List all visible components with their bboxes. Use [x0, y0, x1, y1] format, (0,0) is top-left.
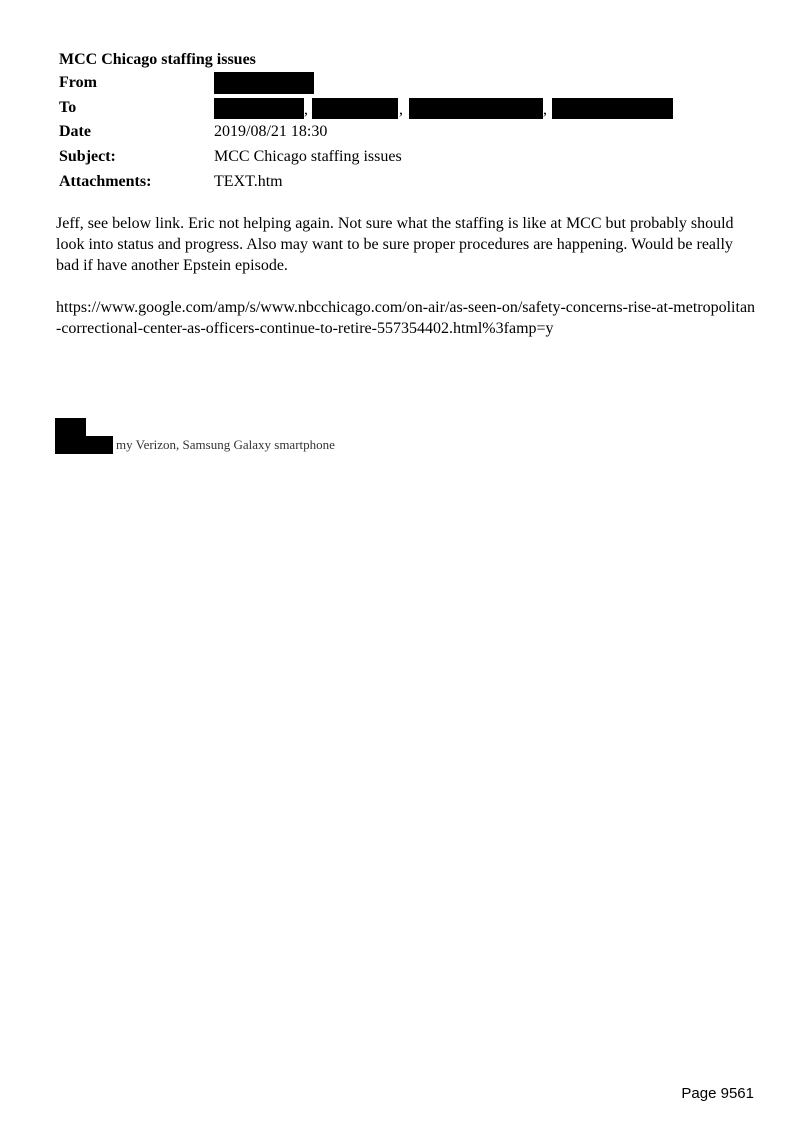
- subject-label: Subject:: [59, 148, 116, 165]
- from-row: [59, 73, 739, 95]
- redacted-signature-top: [55, 418, 86, 438]
- subject-row: [59, 147, 739, 169]
- redacted-recipient-1: [214, 98, 304, 119]
- recipient-separator-1: ,: [304, 101, 308, 118]
- attachments-label: Attachments:: [59, 173, 152, 190]
- from-label: From: [59, 74, 97, 91]
- date-label: Date: [59, 123, 91, 140]
- redacted-recipient-4: [552, 98, 673, 119]
- to-row: [59, 98, 739, 120]
- redacted-sender: [214, 72, 314, 94]
- date-value: 2019/08/21 18:30: [214, 123, 328, 140]
- date-row: [59, 122, 739, 144]
- attachments-value: TEXT.htm: [214, 173, 283, 190]
- attachments-row: [59, 172, 739, 194]
- page-number: Page 9561: [681, 1085, 754, 1102]
- subject-value: MCC Chicago staffing issues: [214, 148, 402, 165]
- redacted-recipient-2: [312, 98, 398, 119]
- email-title: MCC Chicago staffing issues: [59, 51, 256, 68]
- email-link[interactable]: https://www.google.com/amp/s/www.nbcchicago.com/on-air/as-seen-on/safety-concerns-rise-at-metropolitan-correctional-center-as-officers-continue-to-retire-557354402.html%3famp=y: [56, 299, 756, 337]
- email-signature: my Verizon, Samsung Galaxy smartphone: [116, 437, 335, 452]
- email-body: Jeff, see below link. Eric not helping again. Not sure what the staffing is like at MCC but probably should look into status and progress. Also may want to be sure proper procedures are happening. Would be really bad if have another Epstein episode.: [56, 215, 734, 274]
- redacted-signature-bottom: [55, 436, 113, 454]
- recipient-separator-2: ,: [399, 101, 403, 118]
- recipient-separator-3: ,: [543, 101, 547, 118]
- to-label: To: [59, 99, 77, 116]
- redacted-recipient-3: [409, 98, 543, 119]
